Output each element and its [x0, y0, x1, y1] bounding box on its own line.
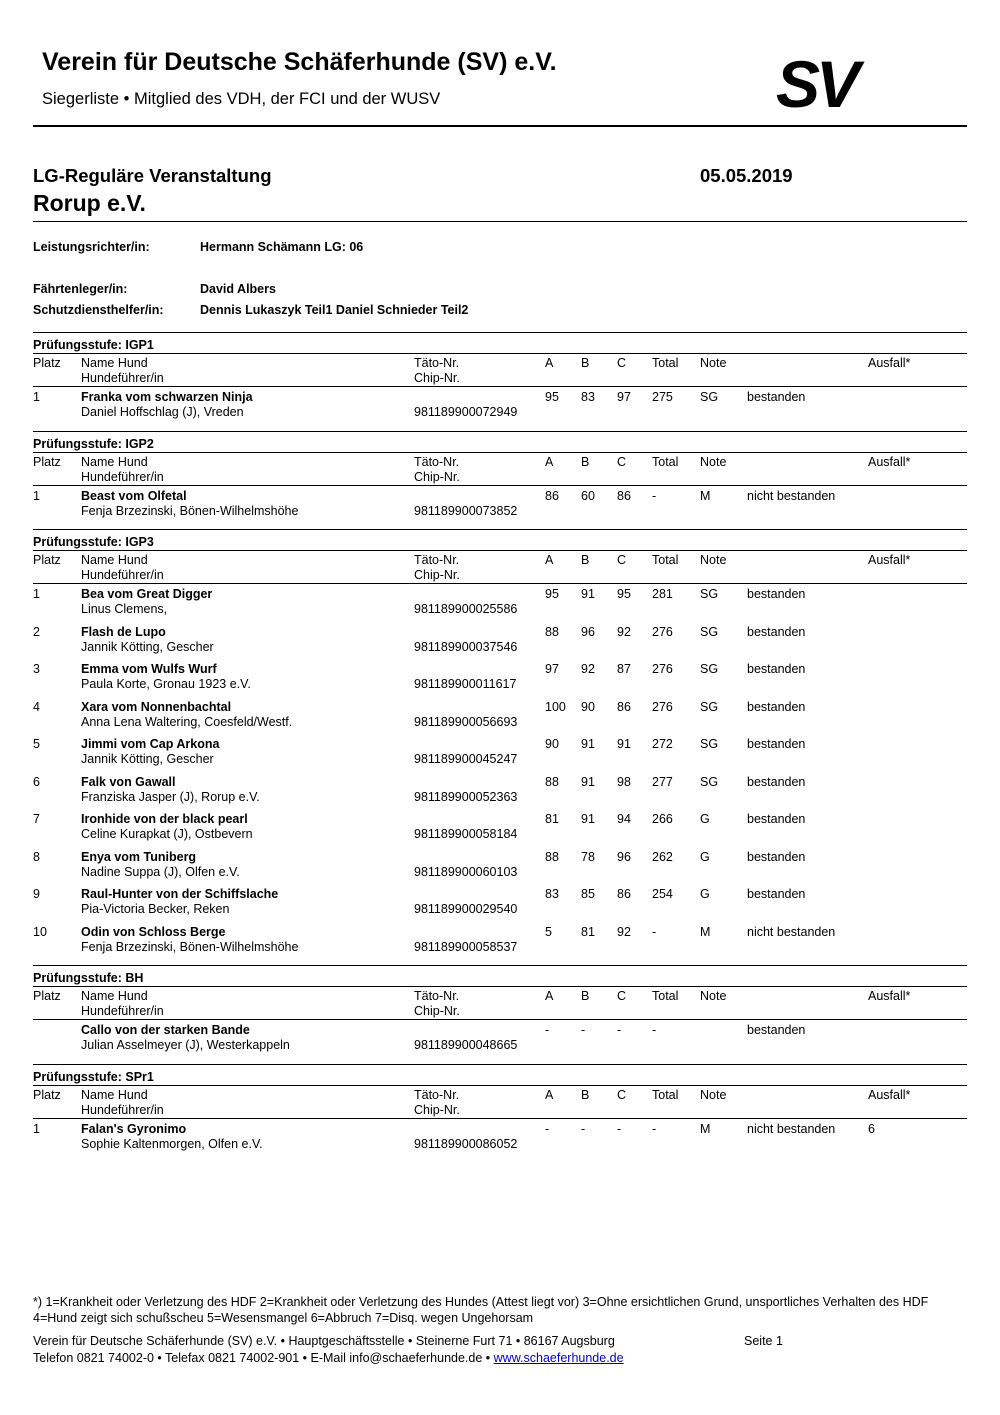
chip-number: 981189900058537	[414, 939, 518, 954]
col-header-ausfall: Ausfall*	[868, 989, 911, 1003]
grade-note: SG	[700, 390, 719, 404]
handler-name: Sophie Kaltenmorgen, Olfen e.V.	[81, 1137, 263, 1151]
entry-platz: 4	[33, 699, 40, 714]
dog-name: Callo von der starken Bande	[81, 1023, 250, 1037]
result-status: bestanden	[747, 699, 806, 714]
col-header-c: C	[617, 553, 627, 567]
col-header-ausfall: Ausfall*	[868, 553, 911, 567]
header-rule	[33, 386, 967, 387]
helper-label: Schutzdiensthelfer/in:	[33, 303, 164, 317]
col-header-c: C	[617, 455, 627, 469]
col-header-platz: Platz	[33, 1088, 61, 1102]
entry-platz: 3	[33, 662, 40, 676]
section-top-rule	[33, 332, 967, 333]
result-status: bestanden	[747, 587, 806, 601]
col-header-note: Note	[700, 455, 727, 469]
result-status: bestanden	[747, 849, 806, 864]
section-top-rule	[33, 1064, 967, 1065]
event-date: 05.05.2019	[700, 165, 793, 186]
section-title-rule	[33, 1085, 967, 1086]
handler-name: Linus Clemens,	[81, 602, 168, 616]
score-a: 88	[545, 774, 559, 789]
score-total: -	[652, 489, 657, 503]
col-header-ausfall: Ausfall*	[868, 455, 911, 469]
score-a: 90	[545, 737, 559, 751]
score-a: 97	[545, 662, 559, 676]
grade-note: SG	[700, 774, 719, 789]
score-c: 96	[617, 849, 631, 864]
col-header-platz: Platz	[33, 553, 61, 567]
score-c: -	[617, 1023, 622, 1037]
section-top-rule	[33, 529, 967, 530]
dog-name: Xara vom Nonnenbachtal	[81, 699, 232, 714]
section-title: Prüfungsstufe: SPr1	[33, 1070, 154, 1084]
dog-name: Franka vom schwarzen Ninja	[81, 390, 253, 404]
result-status: bestanden	[747, 887, 806, 901]
dog-name: Flash de Lupo	[81, 624, 166, 639]
section-title-rule	[33, 550, 967, 551]
handler-name: Pia-Victoria Becker, Reken	[81, 902, 230, 916]
entry-platz: 9	[33, 887, 40, 901]
grade-note: M	[700, 924, 711, 939]
score-a: 5	[545, 924, 552, 939]
section-title: Prüfungsstufe: IGP2	[33, 437, 154, 451]
header-rule	[33, 485, 967, 486]
chip-number: 981189900073852	[414, 504, 518, 518]
handler-name: Franziska Jasper (J), Rorup e.V.	[81, 789, 260, 804]
entry-platz: 2	[33, 624, 40, 639]
score-a: -	[545, 1023, 550, 1037]
result-status: bestanden	[747, 774, 806, 789]
col-header-chip: Chip-Nr.	[414, 568, 460, 582]
event-divider	[33, 221, 967, 222]
score-c: -	[617, 1122, 622, 1136]
score-a: 100	[545, 699, 566, 714]
col-header-c: C	[617, 989, 627, 1003]
grade-note: SG	[700, 624, 719, 639]
score-a: 95	[545, 587, 559, 601]
score-a: 86	[545, 489, 559, 503]
website-link[interactable]: www.schaeferhunde.de	[493, 1351, 624, 1365]
col-header-b: B	[581, 989, 590, 1003]
chip-number: 981189900056693	[414, 714, 518, 729]
score-total: 281	[652, 587, 673, 601]
col-header-b: B	[581, 455, 590, 469]
score-b: 78	[581, 849, 595, 864]
grade-note: M	[700, 489, 711, 503]
col-header-a: A	[545, 356, 554, 370]
entry-platz: 1	[33, 587, 40, 601]
dog-name: Emma vom Wulfs Wurf	[81, 662, 217, 676]
event-club: Rorup e.V.	[33, 190, 146, 216]
score-total: 275	[652, 390, 673, 404]
dog-name: Jimmi vom Cap Arkona	[81, 737, 220, 751]
footer-contact	[33, 1351, 624, 1365]
col-header-total: Total	[652, 989, 679, 1003]
result-status: nicht bestanden	[747, 489, 836, 503]
score-a: 83	[545, 887, 559, 901]
col-header-note: Note	[700, 1088, 727, 1102]
chip-number: 981189900048665	[414, 1038, 518, 1052]
col-header-a: A	[545, 553, 554, 567]
grade-note: G	[700, 812, 710, 826]
entry-platz: 10	[33, 924, 47, 939]
score-c: 87	[617, 662, 631, 676]
col-header-hundefuehrer: Hundeführer/in	[81, 1103, 164, 1117]
col-header-b: B	[581, 356, 590, 370]
dog-name: Raul-Hunter von der Schiffslache	[81, 887, 279, 901]
score-c: 86	[617, 887, 631, 901]
score-a: 95	[545, 390, 559, 404]
section-title: Prüfungsstufe: IGP3	[33, 535, 154, 549]
score-c: 92	[617, 624, 631, 639]
entry-platz: 6	[33, 774, 40, 789]
chip-number: 981189900045247	[414, 752, 518, 766]
col-header-c: C	[617, 356, 627, 370]
section-title-rule	[33, 452, 967, 453]
score-total: -	[652, 924, 657, 939]
result-status: nicht bestanden	[747, 1122, 836, 1136]
score-total: 276	[652, 624, 673, 639]
handler-name: Nadine Suppa (J), Olfen e.V.	[81, 864, 240, 879]
section-title: Prüfungsstufe: BH	[33, 971, 144, 985]
score-b: 96	[581, 624, 595, 639]
col-header-taeto: Täto-Nr.	[414, 989, 460, 1003]
chip-number: 981189900052363	[414, 789, 518, 804]
grade-note: SG	[700, 737, 719, 751]
dog-name: Enya vom Tuniberg	[81, 849, 197, 864]
result-status: bestanden	[747, 624, 806, 639]
col-header-b: B	[581, 1088, 590, 1102]
result-status: bestanden	[747, 812, 806, 826]
col-header-hundefuehrer: Hundeführer/in	[81, 470, 164, 484]
header-rule	[33, 1118, 967, 1119]
grade-note: SG	[700, 662, 719, 676]
dog-name: Falk von Gawall	[81, 774, 176, 789]
col-header-hundefuehrer: Hundeführer/in	[81, 568, 164, 582]
score-b: 60	[581, 489, 595, 503]
footer-contact-text: Telefon 0821 74002-0 • Telefax 0821 74002-901 • E-Mail info@schaeferhunde.de •	[33, 1351, 494, 1365]
ausfall-code: 6	[868, 1122, 875, 1136]
score-b: 91	[581, 812, 595, 826]
header-divider	[33, 125, 967, 127]
col-header-chip: Chip-Nr.	[414, 1004, 460, 1018]
organization-subtitle: Siegerliste • Mitglied des VDH, der FCI und der WUSV	[42, 90, 441, 108]
col-header-name-hund: Name Hund	[81, 989, 148, 1003]
dog-name: Ironhide von der black pearl	[81, 812, 248, 826]
col-header-platz: Platz	[33, 356, 61, 370]
entry-platz: 1	[33, 489, 40, 503]
chip-number: 981189900011617	[414, 677, 517, 691]
score-c: 86	[617, 489, 631, 503]
col-header-total: Total	[652, 553, 679, 567]
handler-name: Jannik Kötting, Gescher	[81, 752, 214, 766]
sv-logo-text: SV	[775, 52, 857, 116]
grade-note: G	[700, 887, 710, 901]
score-b: 91	[581, 774, 595, 789]
chip-number: 981189900086052	[414, 1137, 518, 1151]
col-header-taeto: Täto-Nr.	[414, 1088, 460, 1102]
handler-name: Anna Lena Waltering, Coesfeld/Westf.	[81, 714, 293, 729]
score-a: 88	[545, 849, 559, 864]
chip-number: 981189900058184	[414, 827, 518, 841]
result-status: bestanden	[747, 737, 806, 751]
entry-platz: 1	[33, 1122, 40, 1136]
col-header-hundefuehrer: Hundeführer/in	[81, 371, 164, 385]
score-a: 88	[545, 624, 559, 639]
header-rule	[33, 1019, 967, 1020]
result-status: bestanden	[747, 662, 806, 676]
score-total: -	[652, 1023, 657, 1037]
score-c: 98	[617, 774, 631, 789]
score-c: 97	[617, 390, 631, 404]
entry-platz: 5	[33, 737, 40, 751]
dog-name: Bea vom Great Digger	[81, 587, 213, 601]
col-header-total: Total	[652, 455, 679, 469]
score-b: 92	[581, 662, 595, 676]
handler-name: Daniel Hoffschlag (J), Vreden	[81, 405, 244, 419]
chip-number: 981189900029540	[414, 902, 518, 916]
handler-name: Jannik Kötting, Gescher	[81, 639, 214, 654]
col-header-c: C	[617, 1088, 627, 1102]
chip-number: 981189900025586	[414, 602, 518, 616]
col-header-name-hund: Name Hund	[81, 1088, 148, 1102]
col-header-taeto: Täto-Nr.	[414, 553, 460, 567]
chip-number: 981189900072949	[414, 405, 518, 419]
page-number: Seite 1	[744, 1334, 783, 1348]
score-total: -	[652, 1122, 657, 1136]
score-total: 266	[652, 812, 673, 826]
dog-name: Falan's Gyronimo	[81, 1122, 187, 1136]
organization-title: Verein für Deutsche Schäferhunde (SV) e.V.	[42, 48, 557, 76]
grade-note: SG	[700, 699, 719, 714]
entry-platz: 7	[33, 812, 40, 826]
col-header-chip: Chip-Nr.	[414, 371, 460, 385]
col-header-taeto: Täto-Nr.	[414, 455, 460, 469]
col-header-taeto: Täto-Nr.	[414, 356, 460, 370]
score-b: 91	[581, 737, 595, 751]
col-header-note: Note	[700, 356, 727, 370]
section-top-rule	[33, 965, 967, 966]
col-header-note: Note	[700, 553, 727, 567]
score-total: 276	[652, 662, 673, 676]
section-title: Prüfungsstufe: IGP1	[33, 338, 154, 352]
dog-name: Odin von Schloss Berge	[81, 924, 226, 939]
score-b: 81	[581, 924, 595, 939]
col-header-note: Note	[700, 989, 727, 1003]
col-header-total: Total	[652, 1088, 679, 1102]
section-title-rule	[33, 353, 967, 354]
col-header-ausfall: Ausfall*	[868, 356, 911, 370]
event-title: LG-Reguläre Veranstaltung	[33, 165, 272, 186]
footer-address: Verein für Deutsche Schäferhunde (SV) e.V. • Hauptgeschäftsstelle • Steinerne Furt 71 • 86167 Augsburg	[33, 1334, 615, 1348]
score-total: 277	[652, 774, 673, 789]
grade-note: G	[700, 849, 710, 864]
score-c: 91	[617, 737, 631, 751]
entry-platz: 8	[33, 849, 40, 864]
handler-name: Fenja Brzezinski, Bönen-Wilhelmshöhe	[81, 939, 299, 954]
handler-name: Fenja Brzezinski, Bönen-Wilhelmshöhe	[81, 504, 299, 518]
grade-note: M	[700, 1122, 711, 1136]
col-header-a: A	[545, 989, 554, 1003]
judge-label: Leistungsrichter/in:	[33, 240, 150, 254]
score-c: 86	[617, 699, 631, 714]
score-b: -	[581, 1122, 586, 1136]
sv-logo	[766, 52, 866, 116]
score-c: 92	[617, 924, 631, 939]
entry-platz: 1	[33, 390, 40, 404]
score-b: -	[581, 1023, 586, 1037]
result-status: bestanden	[747, 1023, 806, 1037]
footnote: *) 1=Krankheit oder Verletzung des HDF 2=Krankheit oder Verletzung des Hundes (Attest liegt vor) 3=Ohne ersichtlichen Grund, unsportliches Verhalten des HDF 4=Hund zeigt sich schußscheu 5=Wesensmangel 6=Abbruch 7=Disq. wegen Ungehorsam	[33, 1295, 929, 1325]
result-status: bestanden	[747, 390, 806, 404]
score-a: 81	[545, 812, 559, 826]
section-title-rule	[33, 986, 967, 987]
score-b: 85	[581, 887, 595, 901]
score-a: -	[545, 1122, 550, 1136]
result-status: nicht bestanden	[747, 924, 836, 939]
header-rule	[33, 583, 967, 584]
col-header-b: B	[581, 553, 590, 567]
handler-name: Celine Kurapkat (J), Ostbevern	[81, 827, 253, 841]
section-top-rule	[33, 431, 967, 432]
score-b: 90	[581, 699, 595, 714]
score-c: 94	[617, 812, 631, 826]
dog-name: Beast vom Olfetal	[81, 489, 187, 503]
col-header-platz: Platz	[33, 989, 61, 1003]
col-header-name-hund: Name Hund	[81, 356, 148, 370]
score-c: 95	[617, 587, 631, 601]
score-b: 91	[581, 587, 595, 601]
col-header-a: A	[545, 455, 554, 469]
track-layer-value: David Albers	[200, 282, 276, 296]
col-header-a: A	[545, 1088, 554, 1102]
judge-value: Hermann Schämann LG: 06	[200, 240, 364, 254]
chip-number: 981189900060103	[414, 864, 518, 879]
helper-value: Dennis Lukaszyk Teil1 Daniel Schnieder Teil2	[200, 303, 469, 317]
score-total: 254	[652, 887, 673, 901]
score-b: 83	[581, 390, 595, 404]
grade-note: SG	[700, 587, 719, 601]
col-header-name-hund: Name Hund	[81, 553, 148, 567]
col-header-chip: Chip-Nr.	[414, 470, 460, 484]
col-header-name-hund: Name Hund	[81, 455, 148, 469]
score-total: 276	[652, 699, 673, 714]
score-total: 262	[652, 849, 673, 864]
col-header-platz: Platz	[33, 455, 61, 469]
col-header-chip: Chip-Nr.	[414, 1103, 460, 1117]
col-header-total: Total	[652, 356, 679, 370]
chip-number: 981189900037546	[414, 639, 518, 654]
handler-name: Julian Asselmeyer (J), Westerkappeln	[81, 1038, 290, 1052]
handler-name: Paula Korte, Gronau 1923 e.V.	[81, 677, 251, 691]
track-layer-label: Fährtenleger/in:	[33, 282, 128, 296]
col-header-ausfall: Ausfall*	[868, 1088, 911, 1102]
score-total: 272	[652, 737, 673, 751]
col-header-hundefuehrer: Hundeführer/in	[81, 1004, 164, 1018]
